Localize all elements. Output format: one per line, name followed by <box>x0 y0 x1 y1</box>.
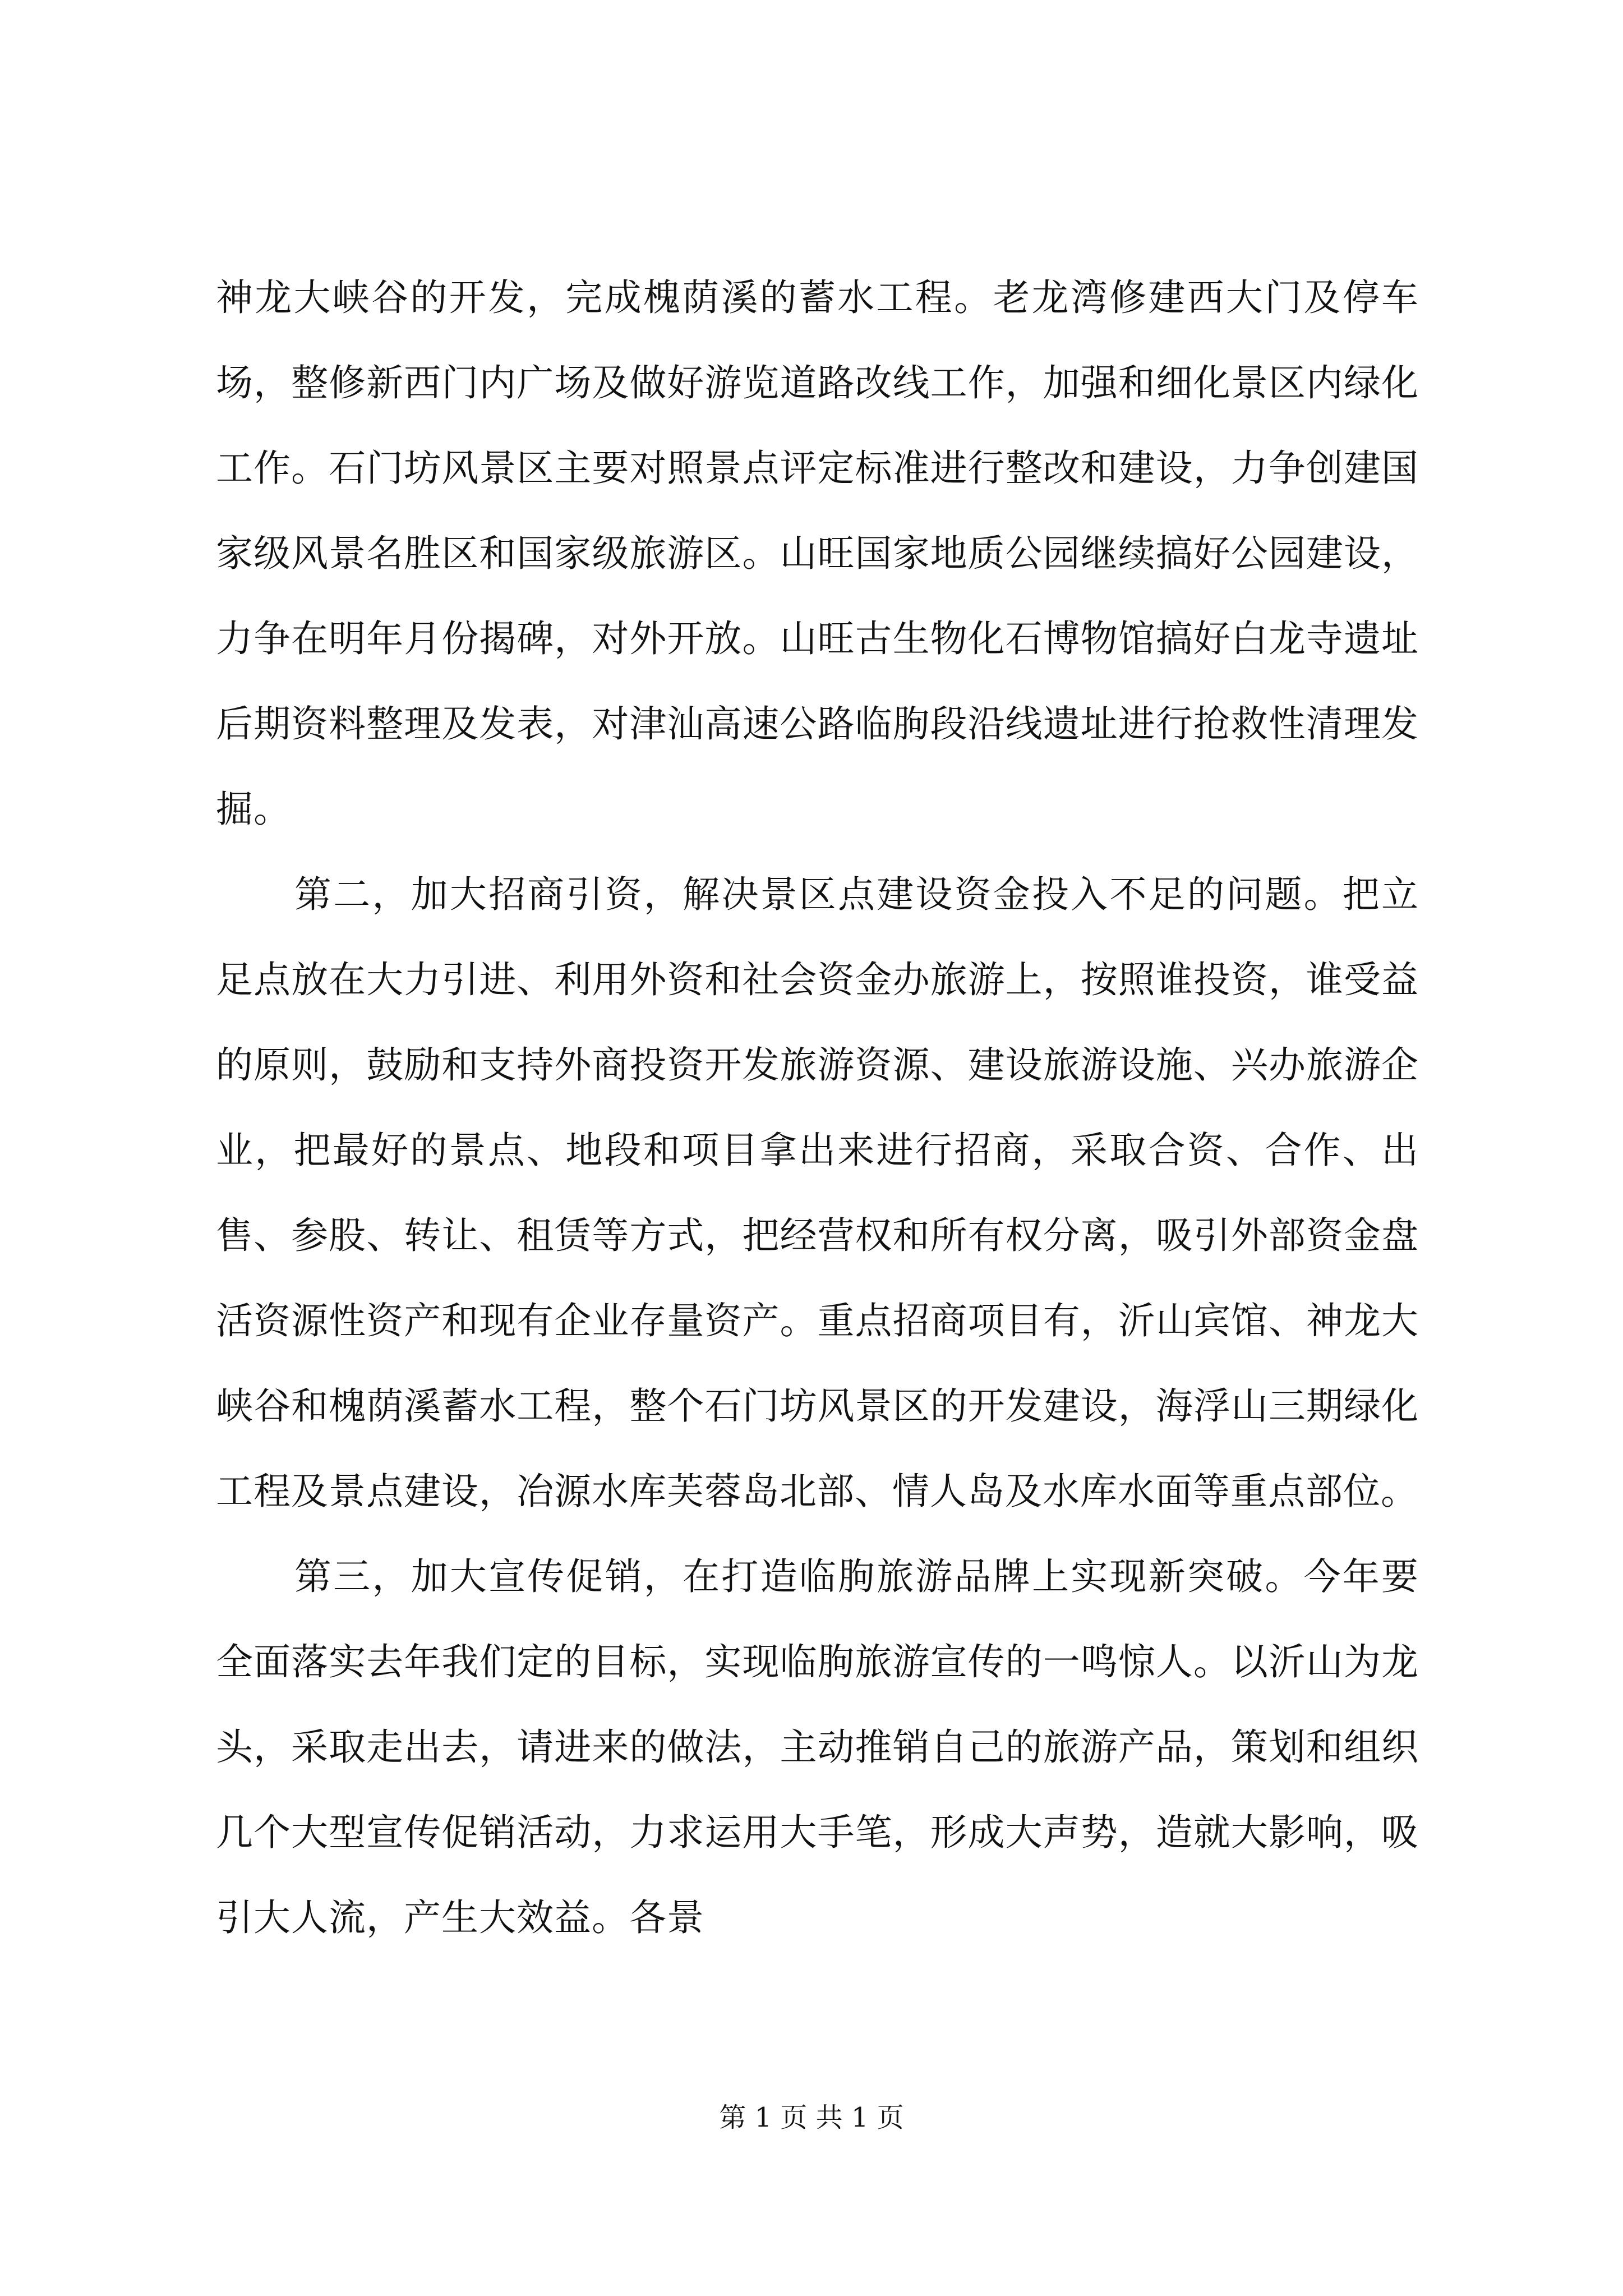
page-footer: 第 1 页 共 1 页 <box>719 2102 904 2133</box>
paragraph-continuation: 神龙大峡谷的开发，完成槐荫溪的蓄水工程。老龙湾修建西大门及停车场，整修新西门内广场及做好游览道路改线工作，加强和细化景区内绿化工作。石门坊风景区主要对照景点评定标准进行整改和建设，力争创建国家级风景名胜区和国家级旅游区。山旺国家地质公园继续搞好公园建设，力争在明年月份揭碑，对外开放。山旺古生物化石博物馆搞好白龙寺遗址后期资料整理及发表，对津汕高速公路临朐段沿线遗址进行抢救性清理发掘。 <box>216 276 1419 831</box>
paragraph-second-point: 第二，加大招商引资，解决景区点建设资金投入不足的问题。把立足点放在大力引进、利用外资和社会资金办旅游上，按照谁投资，谁受益的原则，鼓励和支持外商投资开发旅游资源、建设旅游设施、兴办旅游企业，把最好的景点、地段和项目拿出来进行招商，采取合资、合作、出售、参股、转让、租赁等方式，把经营权和所有权分离，吸引外部资金盘活资源性资产和现有企业存量资产。重点招商项目有，沂山宾馆、神龙大峡谷和槐荫溪蓄水工程，整个石门坊风景区的开发建设，海浮山三期绿化工程及景点建设，冶源水库芙蓉岛北部、情人岛及水库水面等重点部位。 <box>216 873 1419 1513</box>
paragraph-third-point: 第三，加大宣传促销，在打造临朐旅游品牌上实现新突破。今年要全面落实去年我们定的目标，实现临朐旅游宣传的一鸣惊人。以沂山为龙头，采取走出去，请进来的做法，主动推销自己的旅游产品，策划和组织几个大型宣传促销活动，力求运用大手笔，形成大声势，造就大影响，吸引大人流，产生大效益。各景 <box>216 1555 1419 1939</box>
document-body <box>216 255 1419 1961</box>
